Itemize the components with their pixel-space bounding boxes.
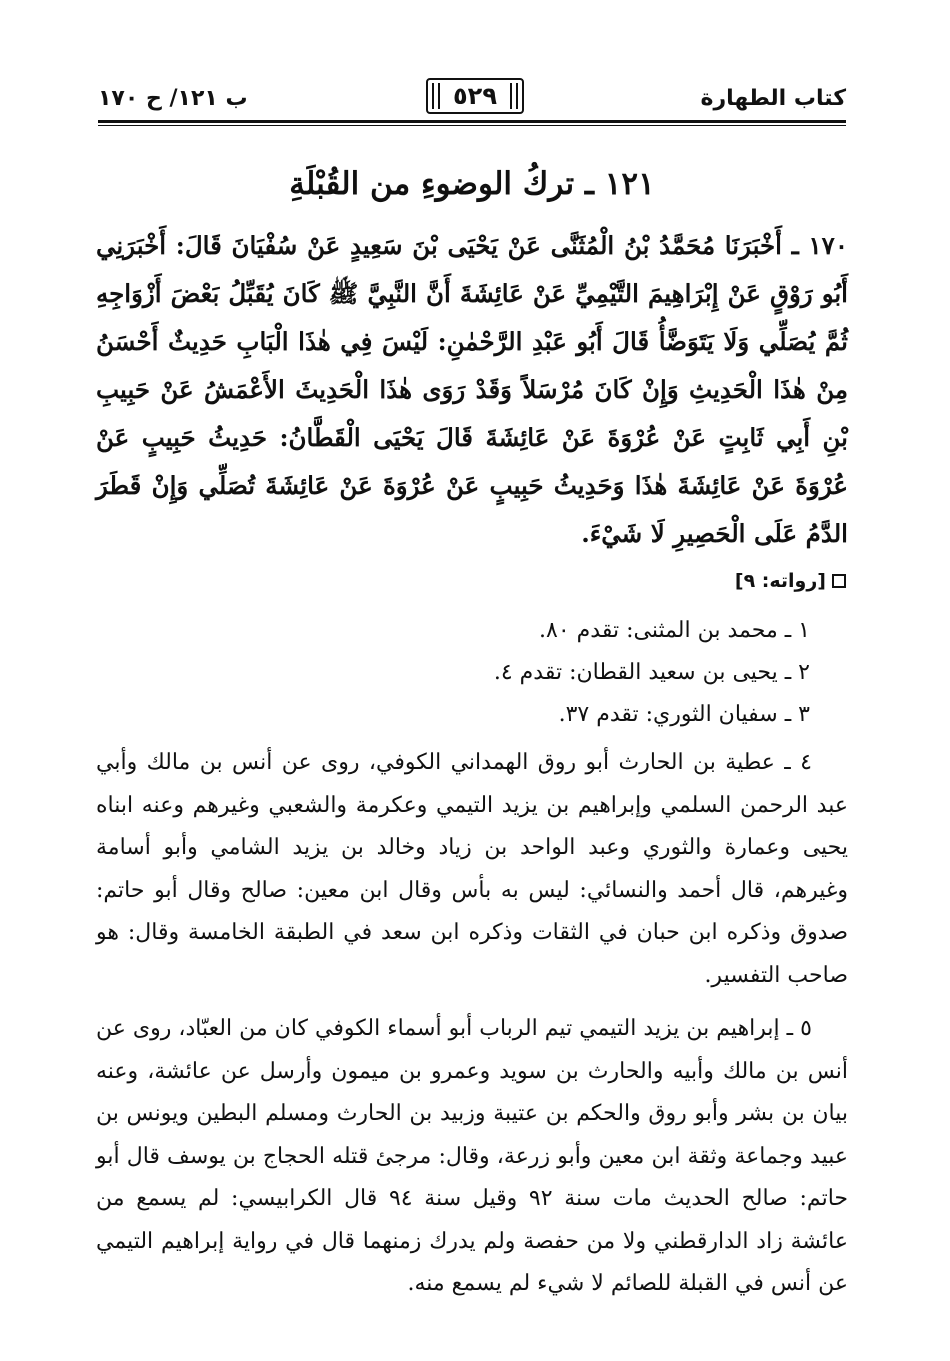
header-rule-thin xyxy=(98,125,846,126)
narrator-biography-5 xyxy=(96,1008,848,1306)
hadith-text xyxy=(96,222,848,558)
page-header xyxy=(98,78,846,118)
biography-paragraph: ٤ ـ عطية بن الحارث أبو روق الهمداني الكوفي، روى عن أنس بن مالك وأبي عبد الرحمن السلمي وإبراهيم بن يزيد التيمي وعكرمة والشعبي وغيرهم وعنه ابناه يحيى وعمارة والثوري وعبد الواحد بن زياد وخالد بن يزيد الشامي وأبو أسامة وغيرهم، قال أحمد والنسائي: ليس به بأس وقال ابن معين: صالح وقال أبو حاتم: صدوق وذكره ابن حبان في الثقات وذكره ابن سعد في الطبقة الخامسة وقال: هو صاحب التفسير. xyxy=(96,750,848,988)
narrator-item: ١ ـ محمد بن المثنى: تقدم ٨٠. xyxy=(539,618,810,643)
narrator-item: ٣ ـ سفيان الثوري: تقدم ٣٧. xyxy=(558,702,810,727)
narrators-heading-label: [رواته: ٩] xyxy=(734,570,826,592)
chapter-heading: ١٢١ ـ تركُ الوضوءِ من القُبْلَةِ xyxy=(289,166,655,202)
header-rule xyxy=(98,120,846,123)
hadith-paragraph: ١٧٠ ـ أَخْبَرَنَا مُحَمَّدُ بْنُ الْمُثَنَّى عَنْ يَحْيَى بْنَ سَعِيدٍ عَنْ سُفْيَانَ قَالَ: أَخْبَرَنِي أَبُو رَوْقٍ عَنْ إِبْرَاهِيمَ التَّيْمِيِّ عَنْ عَائِشَةَ أَنَّ النَّبِيَّ ﷺ كَانَ يُقَبِّلُ بَعْضَ أَزْوَاجِهِ ثُمَّ يُصَلِّي وَلَا يَتَوَضَّأُ قَالَ أَبُو عَبْدِ الرَّحْمٰنِ: لَيْسَ فِي هٰذَا الْبَابِ حَدِيثٌ أَحْسَنُ مِنْ هٰذَا الْحَدِيثِ وَإِنْ كَانَ مُرْسَلاً وَقَدْ رَوَى هٰذَا الْحَدِيثَ الأَعْمَشُ عَنْ حَبِيبِ بْنِ أَبِي ثَابِتٍ عَنْ عُرْوَةَ عَنْ عَائِشَةَ قَالَ يَحْيَى الْقَطَّانُ: حَدِيثُ حَبِيبٍ عَنْ عُرْوَةَ عَنْ عَائِشَةَ هٰذَا وَحَدِيثُ حَبِيبٍ عَنْ عُرْوَةَ عَنْ عَائِشَةَ تُصَلِّي وَإِنْ قَطَرَ الدَّمُ عَلَى الْحَصِيرِ لَا شَيْءَ. xyxy=(96,231,848,548)
page-number: ٥٢٩ xyxy=(426,78,524,114)
narrators-list xyxy=(98,612,846,738)
narrator-biography-4 xyxy=(96,742,848,997)
biography-paragraph: ٥ ـ إبراهيم بن يزيد التيمي تيم الرباب أبو أسماء الكوفي كان من العبّاد، روى عن أنس بن مالك وأبيه والحارث بن سويد وعمرو بن ميمون وأرسل عن عائشة، وعنه بيان بن بشر وأبو روق والحكم بن عتيبة وزبيد بن الحارث ومسلم البطين ويونس بن عبيد وجماعة وثقة ابن معين وأبو زرعة، وقال: مرجئ قتله الحجاج بن يوسف قال أبو حاتم: صالح الحديث مات سنة ٩٢ وقيل سنة ٩٤ قال الكرابيسي: لم يسمع من عائشة زاد الدارقطني ولا من حفصة ولم يدرك زمنهما قال في رواية إبراهيم التيمي عن أنس في القبلة للصائم لا شيء لم يسمع منه. xyxy=(96,1016,849,1296)
narrators-heading xyxy=(735,570,846,592)
narrator-item: ٢ ـ يحيى بن سعيد القطان: تقدم ٤. xyxy=(493,660,810,685)
chapter-hadith-reference: ب ١٢١/ ح ١٧٠ xyxy=(98,86,248,111)
square-bullet-icon xyxy=(832,574,846,588)
book-title: كتاب الطهارة xyxy=(700,86,846,111)
